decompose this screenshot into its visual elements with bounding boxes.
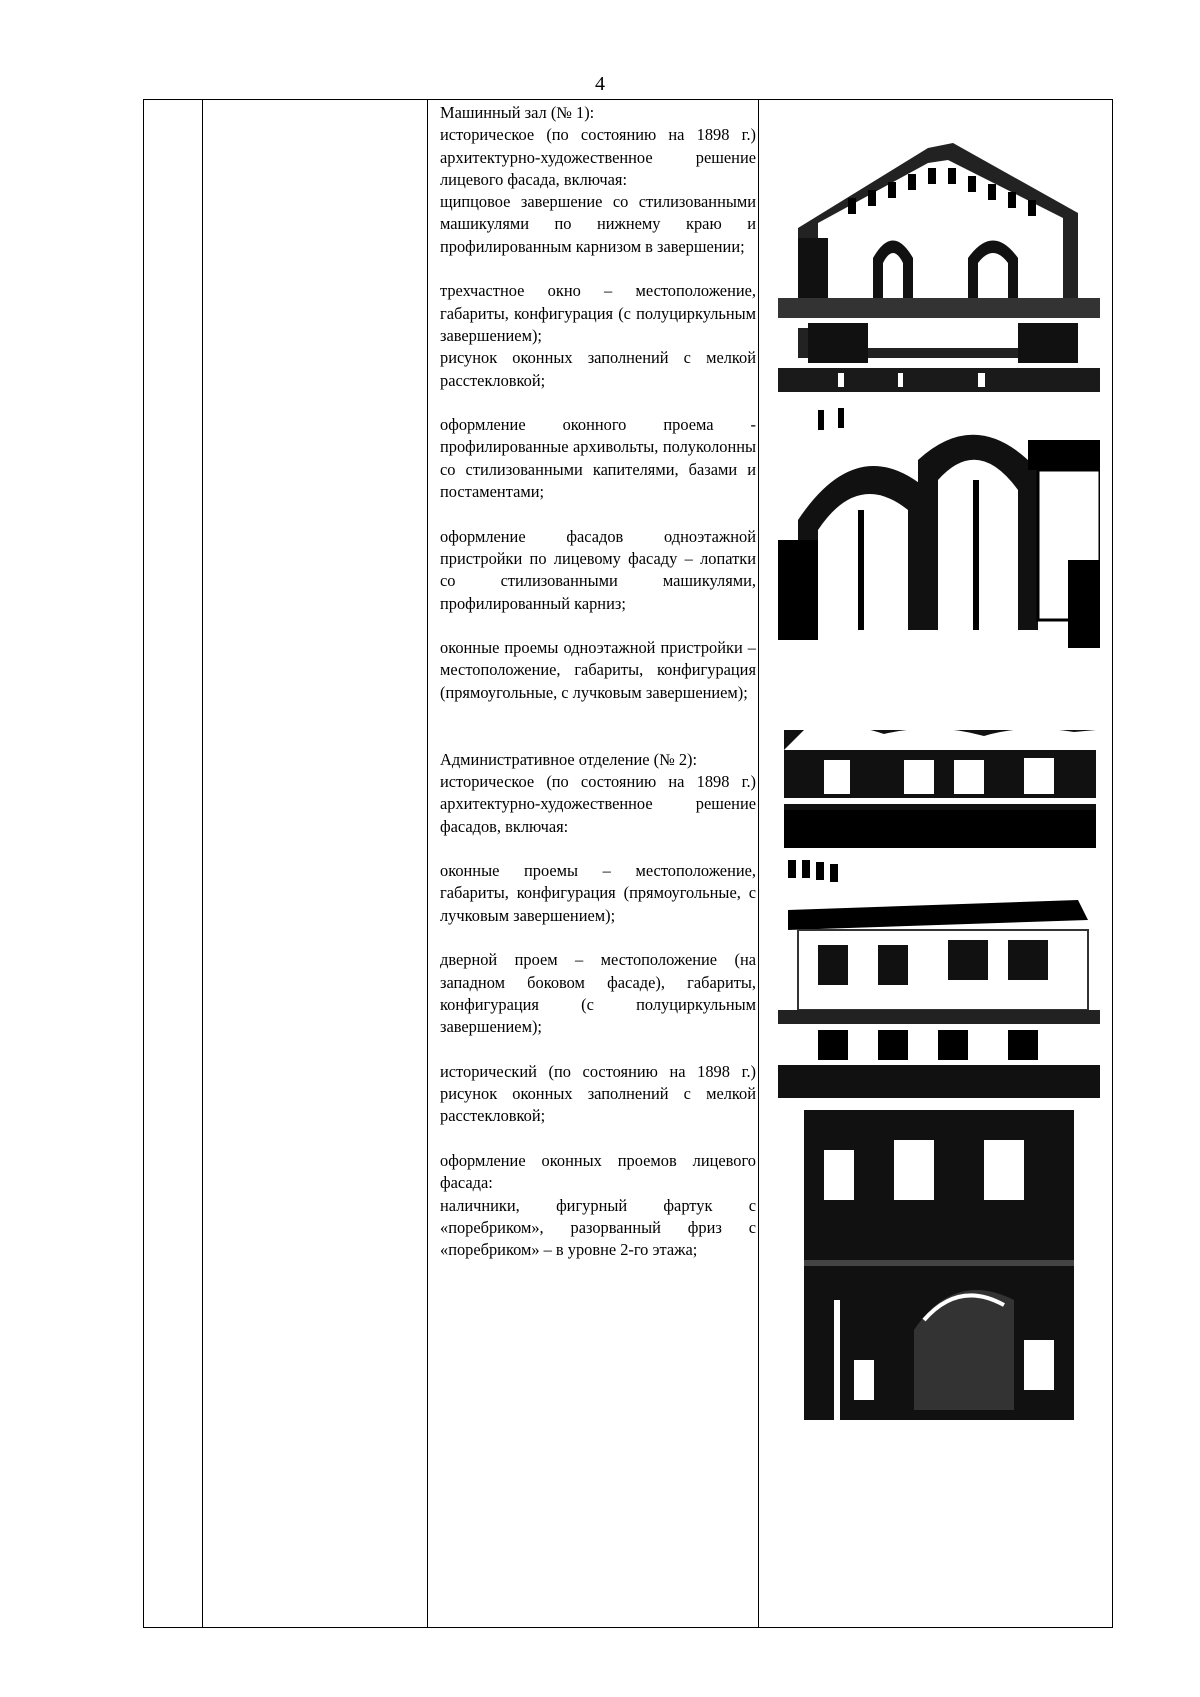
photo-machine-hall-facade — [778, 118, 1100, 392]
paragraph-spacer — [440, 838, 756, 860]
description-column — [440, 102, 756, 1261]
paragraph-spacer — [440, 1128, 756, 1150]
description-paragraph: оконные проемы одноэтажной пристройки – местоположение, габариты, конфигурация (прямоугольные, с лучковым завершением); — [440, 638, 756, 702]
paragraph-spacer — [440, 258, 756, 280]
paragraph-spacer — [440, 615, 756, 637]
description-paragraph: трехчастное окно – местоположение, габариты, конфигурация (с полуциркульным завершением); — [440, 281, 756, 345]
monument-table — [143, 99, 1113, 1628]
paragraph-spacer — [440, 392, 756, 414]
paragraph-spacer — [440, 704, 756, 726]
page-number: 4 — [595, 73, 605, 95]
description-paragraph: оформление фасадов одноэтажной пристройки по лицевому фасаду – лопатки со стилизованными машикулями, профилированный карниз; — [440, 526, 756, 613]
description-paragraph: рисунок оконных заполнений с мелкой расстекловкой; — [440, 348, 756, 390]
photo-annex — [784, 720, 1096, 848]
description-paragraph: оконные проемы – местоположение, габариты, конфигурация (прямоугольные, с лучковым завершением); — [440, 861, 756, 925]
description-paragraph: Административное отделение (№ 2): — [440, 749, 698, 769]
photo-administrative-facade — [778, 860, 1100, 1098]
paragraph-spacer — [440, 726, 756, 748]
description-paragraph: дверной проем – местоположение (на западном боковом фасаде), габариты, конфигурация (с полуциркульным завершением); — [440, 950, 756, 1037]
paragraph-spacer — [440, 1038, 756, 1060]
column-divider-3 — [758, 100, 759, 1627]
photo-side-doorway — [794, 1110, 1084, 1430]
paragraph-spacer — [440, 503, 756, 525]
description-paragraph: оформление оконного проема - профилированные архивольты, полуколонны со стилизованными капителями, базами и постаментами; — [440, 415, 756, 502]
column-divider-1 — [202, 100, 203, 1627]
description-paragraph: наличники, фигурный фартук с «поребриком», разорванный фриз с «поребриком» – в уровне 2-го этажа; — [440, 1195, 756, 1260]
paragraph-spacer — [440, 927, 756, 949]
description-paragraph: историческое (по состоянию на 1898 г.) архитектурно-художественное решение фасадов, включая: — [440, 771, 756, 836]
description-paragraph: оформление оконных проемов лицевого фасада: — [440, 1150, 756, 1193]
description-paragraph: щипцовое завершение со стилизованными машикулями по нижнему краю и профилированным карнизом в завершении; — [440, 192, 756, 256]
column-divider-2 — [427, 100, 428, 1627]
description-paragraph: исторический (по состоянию на 1898 г.) рисунок оконных заполнений с мелкой расстекловкой; — [440, 1061, 756, 1126]
description-paragraph: Машинный зал (№ 1): — [440, 103, 595, 122]
description-paragraph: историческое (по состоянию на 1898 г.) архитектурно-художественное решение лицевого фасада, включая: — [440, 125, 756, 189]
photo-window-detail — [778, 400, 1100, 648]
